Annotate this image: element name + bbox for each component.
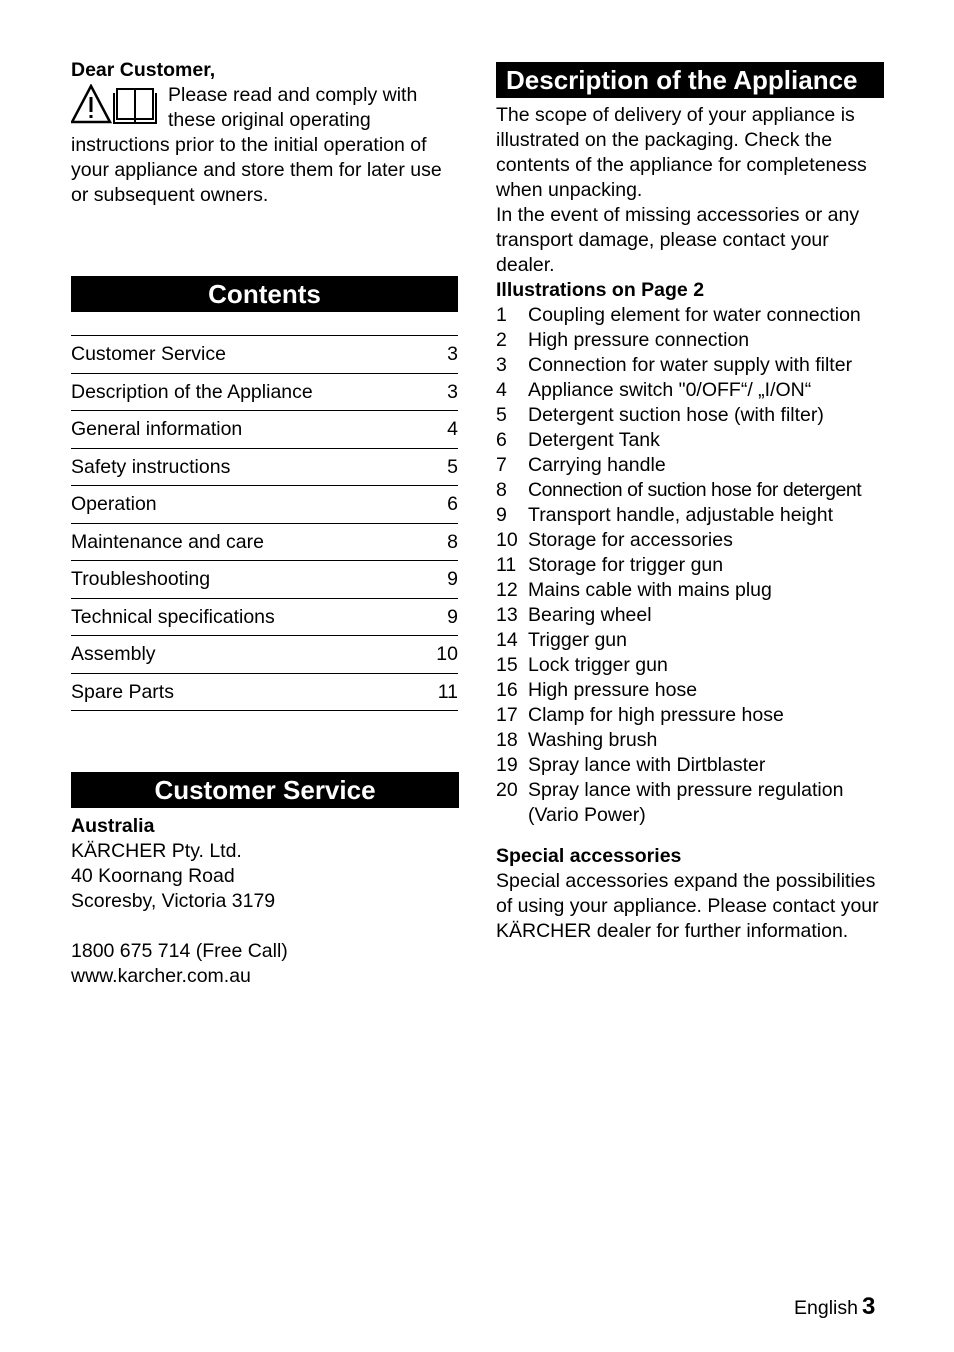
list-item-text: Lock trigger gun [528,654,668,676]
toc-entry-label: Spare Parts [71,680,174,703]
company-name: KÄRCHER Pty. Ltd. [71,840,242,862]
left-column [71,58,458,989]
toc-entry-label: Troubleshooting [71,568,211,590]
description-heading: Description of the Appliance [496,62,884,98]
list-item-number: 19 [496,754,518,776]
list-item-number: 15 [496,654,518,676]
list-item [496,628,884,653]
toc-entry-page: 5 [447,455,458,478]
toc-entry-page: 9 [447,568,458,590]
toc-entry-page: 11 [437,680,458,703]
page-footer [794,1294,875,1321]
toc-entry[interactable] [71,674,458,712]
list-item-text: Mains cable with mains plug [528,579,772,601]
warning-manual-icons [71,84,163,126]
toc-entry[interactable] [71,449,458,487]
list-item [496,328,884,353]
toc-entry[interactable] [71,336,458,374]
illustrations-heading: Illustrations on Page 2 [496,279,705,301]
customer-service-address [71,814,458,989]
list-item-number: 5 [496,404,507,426]
list-item-text: Connection of suction hose for detergent [528,479,862,501]
intro-block [71,83,458,208]
toc-entry-page: 3 [447,343,458,365]
list-item-number: 14 [496,629,518,651]
list-item-text: High pressure hose [528,679,698,701]
list-item-number: 4 [496,379,507,401]
list-item-number: 16 [496,679,518,701]
list-item-text: Transport handle, adjustable height [528,504,833,526]
list-item [496,478,884,503]
list-item-text: Trigger gun [528,629,627,651]
list-item [496,578,884,603]
list-item [496,353,884,378]
list-item [496,678,884,703]
list-item-number: 17 [496,704,518,726]
parts-list [496,303,884,803]
toc-entry[interactable] [71,374,458,412]
special-accessories-heading: Special accessories [496,845,682,867]
list-item-text: Clamp for high pressure hose [528,704,784,726]
toc-entry[interactable] [71,486,458,524]
list-item-number: 10 [496,529,518,551]
list-item-text: Bearing wheel [528,604,652,626]
toc-entry-label: Operation [71,493,157,515]
list-item-number: 2 [496,329,507,351]
list-item-text: Detergent Tank [528,429,660,451]
toc-entry-page: 8 [447,530,458,553]
list-item [496,753,884,778]
toc-entry-page: 3 [447,380,458,403]
toc-entry-label: Maintenance and care [71,530,264,553]
footer-language: English [794,1297,858,1319]
list-item [496,728,884,753]
list-item-number: 3 [496,354,507,376]
toc-entry-label: General information [71,418,243,440]
list-item-text: Storage for trigger gun [528,554,724,576]
toc-entry-label: Safety instructions [71,455,231,478]
list-item-text: Carrying handle [528,454,666,476]
phone-number: 1800 675 714 (Free Call) [71,940,288,962]
list-item-text: Coupling element for water connection [528,304,861,326]
list-item [496,528,884,553]
list-item-text: Detergent suction hose (with filter) [528,404,824,426]
list-item-number: 7 [496,454,507,476]
list-item-number: 11 [496,554,517,576]
toc-entry[interactable] [71,636,458,674]
toc-entry[interactable] [71,411,458,449]
list-item [496,553,884,578]
list-item [496,403,884,428]
list-item [496,778,884,803]
warning-triangle-icon [72,86,110,122]
list-item [496,603,884,628]
list-item-number: 12 [496,579,518,601]
toc-entry-page: 10 [436,643,458,665]
list-item-text: Storage for accessories [528,529,733,551]
list-item-number: 20 [496,779,518,801]
list-item-text: Washing brush [528,729,658,751]
toc-entry-page: 4 [447,418,458,440]
toc-entry-label: Description of the Appliance [71,380,313,403]
website-link[interactable]: www.karcher.com.au [71,965,251,987]
list-item-number: 9 [496,504,507,526]
list-item-number: 8 [496,479,507,501]
description-para-1: The scope of delivery of your appliance is illustrated on the packaging. Check the contents of the appliance for completeness when unpacking. [496,104,867,201]
salutation: Dear Customer, [71,59,216,81]
customer-service-heading: Customer Service [71,772,459,808]
list-item [496,378,884,403]
list-item [496,703,884,728]
list-item [496,503,884,528]
toc-entry[interactable] [71,524,458,562]
list-item [496,428,884,453]
contents-heading: Contents [71,276,458,312]
toc-entry-label: Assembly [71,643,156,665]
toc-entry-page: 9 [447,605,458,628]
page-number: 3 [861,1293,876,1320]
list-item-number: 13 [496,604,518,626]
description-para-2: In the event of missing accessories or any transport damage, please contact your dealer. [496,204,860,276]
list-item-number: 18 [496,729,518,751]
item-20-continuation: (Vario Power) [528,804,646,826]
list-item-text: Appliance switch "0/OFF“/ „I/ON“ [528,379,812,401]
toc-entry[interactable] [71,561,458,599]
manual-book-icon [114,89,156,123]
list-item-text: Spray lance with pressure regulation [528,779,844,801]
toc-entry-page: 6 [447,493,458,515]
special-accessories-text: Special accessories expand the possibilities of using your appliance. Please contact your KÄRCHER dealer for further information. [496,870,879,942]
list-item-text: Spray lance with Dirtblaster [528,754,766,776]
right-column [496,62,884,944]
list-item-number: 6 [496,429,507,451]
country: Australia [71,815,155,837]
list-item [496,303,884,328]
city-address: Scoresby, Victoria 3179 [71,890,276,912]
toc-entry[interactable] [71,599,458,637]
intro-text: Please read and comply with these original operating instructions prior to the initial operation of your appliance and store them for later use or subsequent owners. [71,84,442,206]
list-item-text: High pressure connection [528,329,750,351]
toc-entry-label: Technical specifications [71,605,275,628]
table-of-contents [71,335,458,711]
list-item-text: Connection for water supply with filter [528,354,853,376]
list-item [496,453,884,478]
list-item [496,653,884,678]
list-item-number: 1 [496,304,507,326]
street-address: 40 Koornang Road [71,865,235,887]
toc-entry-label: Customer Service [71,343,226,365]
